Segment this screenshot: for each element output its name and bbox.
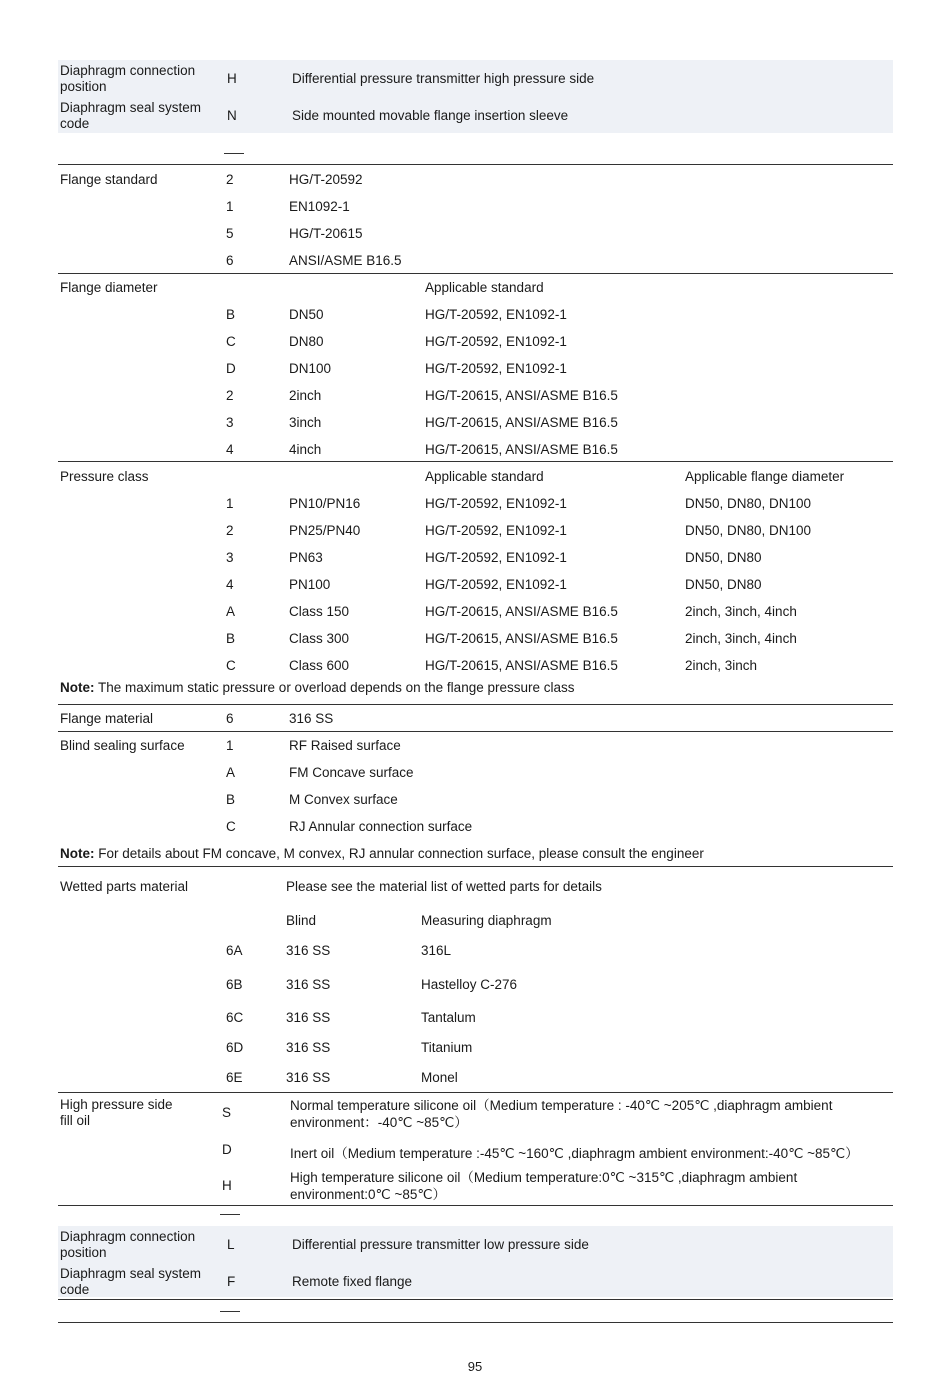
section-rule [58,1299,893,1300]
row-value: HG/T-20592 [289,172,363,187]
section-rule [58,1092,893,1093]
row-diaphragm: Titanium [421,1040,473,1055]
section-rule [58,1205,893,1206]
row-code: F [227,1274,236,1289]
row-standard: HG/T-20615, ANSI/ASME B16.5 [425,631,618,646]
row-code: 2 [226,388,234,403]
row-size: 2inch [289,388,322,403]
section-label: High pressure side fill oil [60,1097,173,1128]
section-label: Flange standard [60,172,158,187]
row-code: 3 [226,550,234,565]
section-label: Flange material [60,711,154,726]
row-code: 6C [226,1010,244,1025]
row-blind: 316 SS [286,977,331,992]
row-desc: Remote fixed flange [292,1274,413,1289]
section-rule [58,1322,893,1323]
row-diameter: DN50, DN80, DN100 [685,523,812,538]
row-value: HG/T-20615 [289,226,363,241]
row-value: M Convex surface [289,792,398,807]
row-code: 6E [226,1070,243,1085]
column-header: Blind [286,913,317,928]
row-code: D [226,361,236,376]
row-code: 6 [226,711,234,726]
row-value: High temperature silicone oil（Medium temperature:0℃ ~315℃ ,diaphragm ambient environment:0℃ ~85℃） [290,1170,798,1202]
section-label: Wetted parts material [60,879,189,894]
row-standard: HG/T-20592, EN1092-1 [425,361,567,376]
row-code: A [226,765,236,780]
row-code: 6D [226,1040,244,1055]
row-code: A [226,604,236,619]
row-label: Diaphragm connection position [60,63,196,94]
row-code: S [222,1105,232,1120]
section-label: Blind sealing surface [60,738,185,753]
row-value: ANSI/ASME B16.5 [289,253,402,268]
row-code: L [227,1237,235,1252]
row-class: PN10/PN16 [289,496,361,511]
row-value: 316 SS [289,711,334,726]
row-standard: HG/T-20615, ANSI/ASME B16.5 [425,442,618,457]
row-diameter: DN50, DN80, DN100 [685,496,812,511]
note-text: The maximum static pressure or overload depends on the flange pressure class [94,680,575,695]
row-code: 6 [226,253,234,268]
row-standard: HG/T-20615, ANSI/ASME B16.5 [425,658,618,673]
row-class: Class 600 [289,658,350,673]
row-desc: Differential pressure transmitter low pressure side [292,1237,589,1252]
row-value: Inert oil（Medium temperature :-45℃ ~160℃ ,diaphragm ambient environment:-40℃ ~85℃） [290,1146,859,1161]
row-code: H [227,71,237,86]
column-header: Applicable standard [425,469,544,484]
row-standard: HG/T-20592, EN1092-1 [425,307,567,322]
separator-dash [220,1311,240,1312]
row-code: 1 [226,738,234,753]
row-diameter: 2inch, 3inch [685,658,758,673]
note-label: Note: [60,846,95,861]
row-size: 4inch [289,442,322,457]
row-code: 2 [226,172,234,187]
row-diameter: DN50, DN80 [685,550,762,565]
row-value: RJ Annular connection surface [289,819,473,834]
row-code: C [226,819,236,834]
row-code: 6B [226,977,243,992]
row-code: B [226,631,236,646]
row-standard: HG/T-20592, EN1092-1 [425,334,567,349]
section-rule [58,461,893,462]
row-code: 2 [226,523,234,538]
row-standard: HG/T-20592, EN1092-1 [425,496,567,511]
row-class: PN100 [289,577,331,592]
row-label: Diaphragm connection position [60,1229,196,1260]
row-blind: 316 SS [286,1040,331,1055]
row-code: C [226,334,236,349]
column-header: Applicable flange diameter [685,469,845,484]
row-value: FM Concave surface [289,765,414,780]
row-code: 4 [226,442,234,457]
row-standard: HG/T-20592, EN1092-1 [425,550,567,565]
row-code: 6A [226,943,243,958]
section-intro: Please see the material list of wetted parts for details [286,879,602,894]
note-label: Note: [60,680,95,695]
row-blind: 316 SS [286,1010,331,1025]
row-value: RF Raised surface [289,738,401,753]
row-code: 5 [226,226,234,241]
row-diaphragm: Tantalum [421,1010,476,1025]
row-size: DN50 [289,307,324,322]
row-diameter: 2inch, 3inch, 4inch [685,631,797,646]
row-size: DN80 [289,334,324,349]
row-class: Class 300 [289,631,350,646]
row-blind: 316 SS [286,943,331,958]
row-size: 3inch [289,415,322,430]
row-value: EN1092-1 [289,199,350,214]
row-diaphragm: 316L [421,943,452,958]
row-size: DN100 [289,361,332,376]
row-desc: Side mounted movable flange insertion sleeve [292,108,569,123]
note-sealing [60,846,704,861]
section-rule [58,273,893,274]
separator-dash [220,1214,240,1215]
row-code: H [222,1178,232,1193]
row-diameter: 2inch, 3inch, 4inch [685,604,797,619]
row-label: Diaphragm seal system code [60,100,202,131]
row-desc: Differential pressure transmitter high pressure side [292,71,595,86]
row-code: 3 [226,415,234,430]
row-blind: 316 SS [286,1070,331,1085]
column-header: Measuring diaphragm [421,913,552,928]
row-diaphragm: Monel [421,1070,458,1085]
note-pressure [60,680,575,695]
row-code: C [226,658,236,673]
row-standard: HG/T-20615, ANSI/ASME B16.5 [425,604,618,619]
row-standard: HG/T-20592, EN1092-1 [425,523,567,538]
row-code: N [227,108,237,123]
row-value: Normal temperature silicone oil（Medium temperature : -40℃ ~205℃ ,diaphragm ambient environment：-40℃ ~85℃） [290,1098,833,1130]
note-text: For details about FM concave, M convex, RJ annular connection surface, please consult the engineer [94,846,704,861]
section-rule [58,731,893,732]
row-diameter: DN50, DN80 [685,577,762,592]
row-label: Diaphragm seal system code [60,1266,202,1297]
section-rule [58,704,893,705]
row-code: 1 [226,496,234,511]
row-code: 4 [226,577,234,592]
section-rule [58,866,893,867]
row-class: PN63 [289,550,323,565]
row-code: B [226,792,236,807]
row-code: 1 [226,199,234,214]
separator-dash [224,153,244,154]
row-class: Class 150 [289,604,350,619]
row-diaphragm: Hastelloy C-276 [421,977,518,992]
section-rule [58,164,893,165]
row-class: PN25/PN40 [289,523,361,538]
row-standard: HG/T-20615, ANSI/ASME B16.5 [425,415,618,430]
row-code: B [226,307,236,322]
column-header: Applicable standard [425,280,544,295]
row-code: D [222,1142,232,1157]
section-label: Flange diameter [60,280,158,295]
page-number: 95 [467,1359,483,1374]
row-standard: HG/T-20592, EN1092-1 [425,577,567,592]
section-label: Pressure class [60,469,149,484]
row-standard: HG/T-20615, ANSI/ASME B16.5 [425,388,618,403]
